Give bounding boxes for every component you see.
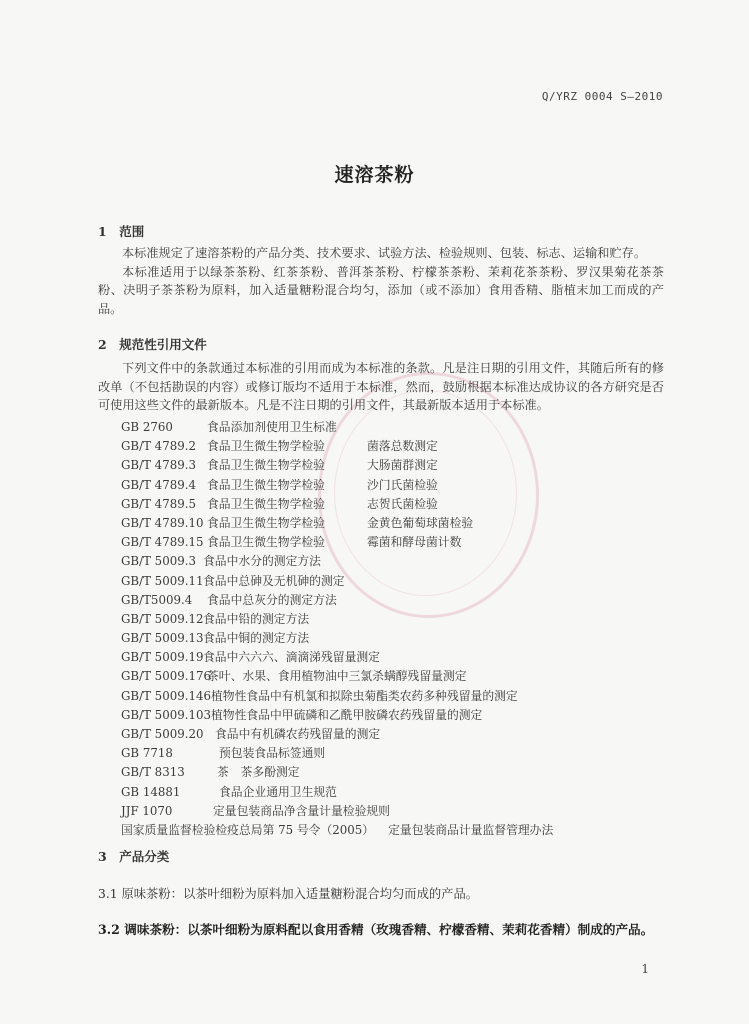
reference-title: 食品中铜的测定方法 [203, 631, 310, 646]
reference-item [121, 802, 641, 821]
reference-item [121, 821, 641, 840]
reference-item [121, 418, 641, 437]
reference-title: 食品中总砷及无机砷的测定 [203, 573, 345, 588]
reference-title: 预包装食品标签通则 [219, 746, 326, 761]
reference-code: 国家质量监督检验检疫总局第 75 号令（2005） [121, 822, 375, 837]
reference-item [121, 533, 641, 552]
reference-code: GB/T 5009.3 [121, 554, 196, 569]
reference-code: GB/T 5009.20 [121, 727, 204, 741]
document-code: Q/YRZ 0004 S—2010 [541, 90, 663, 103]
reference-code: GB/T5009.4 [121, 592, 193, 607]
reference-code: GB 7718 [121, 746, 173, 761]
reference-item [121, 648, 641, 667]
reference-item [121, 456, 641, 475]
reference-title: 定量包装商品净含量计量检验规则 [213, 803, 390, 818]
page-number: 1 [641, 962, 649, 976]
classification-item-2: 3.2 调味茶粉：以茶叶细粉为原料配以食用香精（玫瑰香精、柠檬香精、茉莉花香精）制成的产品。 [98, 922, 654, 937]
reference-title: 食品中铅的测定方法 [203, 611, 310, 626]
reference-code: GB/T 5009.103 [121, 707, 211, 722]
reference-item [121, 437, 641, 456]
classification-item-1: 3.1 原味茶粉：以茶叶细粉为原料加入适量糖粉混合均匀而成的产品。 [98, 887, 479, 901]
section-heading-references: 2 规范性引用文件 [98, 337, 207, 352]
reference-title: 食品卫生微生物学检验 [207, 496, 325, 511]
reference-title: 食品卫生微生物学检验 [207, 477, 325, 492]
reference-subtitle: 沙门氏菌检验 [367, 477, 438, 492]
reference-code: GB/T 4789.2 [121, 439, 196, 454]
reference-code: GB/T 4789.10 [121, 515, 204, 530]
reference-subtitle: 霉菌和酵母菌计数 [367, 535, 462, 550]
reference-title: 植物性食品中有机氯和拟除虫菊酯类农药多种残留量的测定 [211, 688, 518, 703]
reference-item [121, 687, 641, 706]
reference-title: 食品中总灰分的测定方法 [207, 592, 337, 607]
section-heading-classification: 3 产品分类 [98, 849, 170, 864]
reference-item [121, 610, 641, 629]
reference-title: 食品卫生微生物学检验 [207, 535, 325, 550]
reference-title: 食品卫生微生物学检验 [207, 515, 325, 530]
reference-title: 食品企业通用卫生规范 [219, 784, 337, 799]
reference-code: GB/T 4789.3 [121, 458, 196, 473]
reference-subtitle: 志贺氏菌检验 [367, 496, 438, 511]
scope-paragraph-2: 本标准适用于以绿茶茶粉、红茶茶粉、普洱茶茶粉、柠檬茶茶粉、茉莉花茶茶粉、罗汉果菊花茶茶粉、决明子茶茶粉为原料，加入适量糖粉混合均匀，添加（或不添加）食用香精、脂植末加工而成的产品。 [98, 264, 664, 316]
reference-item [121, 514, 641, 533]
reference-item [121, 572, 641, 591]
reference-code: GB 2760 [121, 420, 173, 434]
reference-code: GB 14881 [121, 784, 181, 799]
references-intro [98, 359, 664, 415]
reference-title: 食品中水分的测定方法 [203, 554, 321, 569]
reference-code: GB/T 5009.12 [121, 611, 204, 626]
section-heading-scope: 1 范围 [98, 224, 145, 239]
reference-title: 茶 茶多酚测定 [217, 765, 300, 780]
reference-title: 食品卫生微生物学检验 [207, 439, 325, 454]
reference-item [121, 495, 641, 514]
reference-item [121, 552, 641, 571]
reference-code: GB/T 4789.5 [121, 496, 196, 511]
reference-code: GB/T 4789.4 [121, 477, 196, 492]
references-intro-text: 下列文件中的条款通过本标准的引用而成为本标准的条款。凡是注日期的引用文件，其随后所有的修改单（不包括勘误的内容）或修订版均不适用于本标准，然而，鼓励根据本标准达成协议的各方研究是否可使用这些文件的最新版本。凡是不注日期的引用文件，其最新版本适用于本标准。 [98, 361, 664, 412]
reference-item [121, 591, 641, 610]
reference-subtitle: 菌落总数测定 [367, 439, 438, 454]
document-title: 速溶茶粉 [334, 164, 415, 186]
scope-paragraphs [98, 244, 664, 318]
reference-item [121, 725, 641, 744]
scope-paragraph-1: 本标准规定了速溶茶粉的产品分类、技术要求、试验方法、检验规则、包装、标志、运输和贮存。 [122, 246, 647, 260]
reference-item [121, 476, 641, 495]
reference-item [121, 783, 641, 802]
reference-code: GB/T 5009.13 [121, 631, 204, 646]
reference-item [121, 629, 641, 648]
reference-title: 食品卫生微生物学检验 [207, 458, 325, 473]
reference-item [121, 706, 641, 725]
reference-item [121, 744, 641, 763]
reference-code: JJF 1070 [121, 803, 173, 818]
reference-code: GB/T 5009.146 [121, 688, 211, 703]
reference-title: 茶叶、水果、食用植物油中三氯杀螨醇残留量测定 [207, 669, 467, 684]
reference-code: GB/T 8313 [121, 765, 185, 780]
reference-title: 食品中六六六、滴滴涕残留量测定 [203, 650, 380, 665]
reference-code: GB/T 5009.19 [121, 650, 204, 665]
reference-subtitle: 大肠菌群测定 [367, 458, 438, 473]
reference-title: 食品中有机磷农药残留量的测定 [215, 727, 381, 741]
reference-code: GB/T 5009.11 [121, 573, 204, 588]
reference-list [121, 418, 641, 840]
reference-title: 定量包装商品计量监督管理办法 [388, 822, 554, 837]
reference-item [121, 667, 641, 686]
reference-code: GB/T 4789.15 [121, 535, 204, 550]
reference-item [121, 763, 641, 782]
reference-subtitle: 金黄色葡萄球菌检验 [367, 515, 474, 530]
reference-title: 食品添加剂使用卫生标准 [207, 420, 337, 434]
reference-title: 植物性食品中甲硫磷和乙酰甲胺磷农药残留量的测定 [211, 707, 483, 722]
reference-code: GB/T 5009.176 [121, 669, 211, 684]
